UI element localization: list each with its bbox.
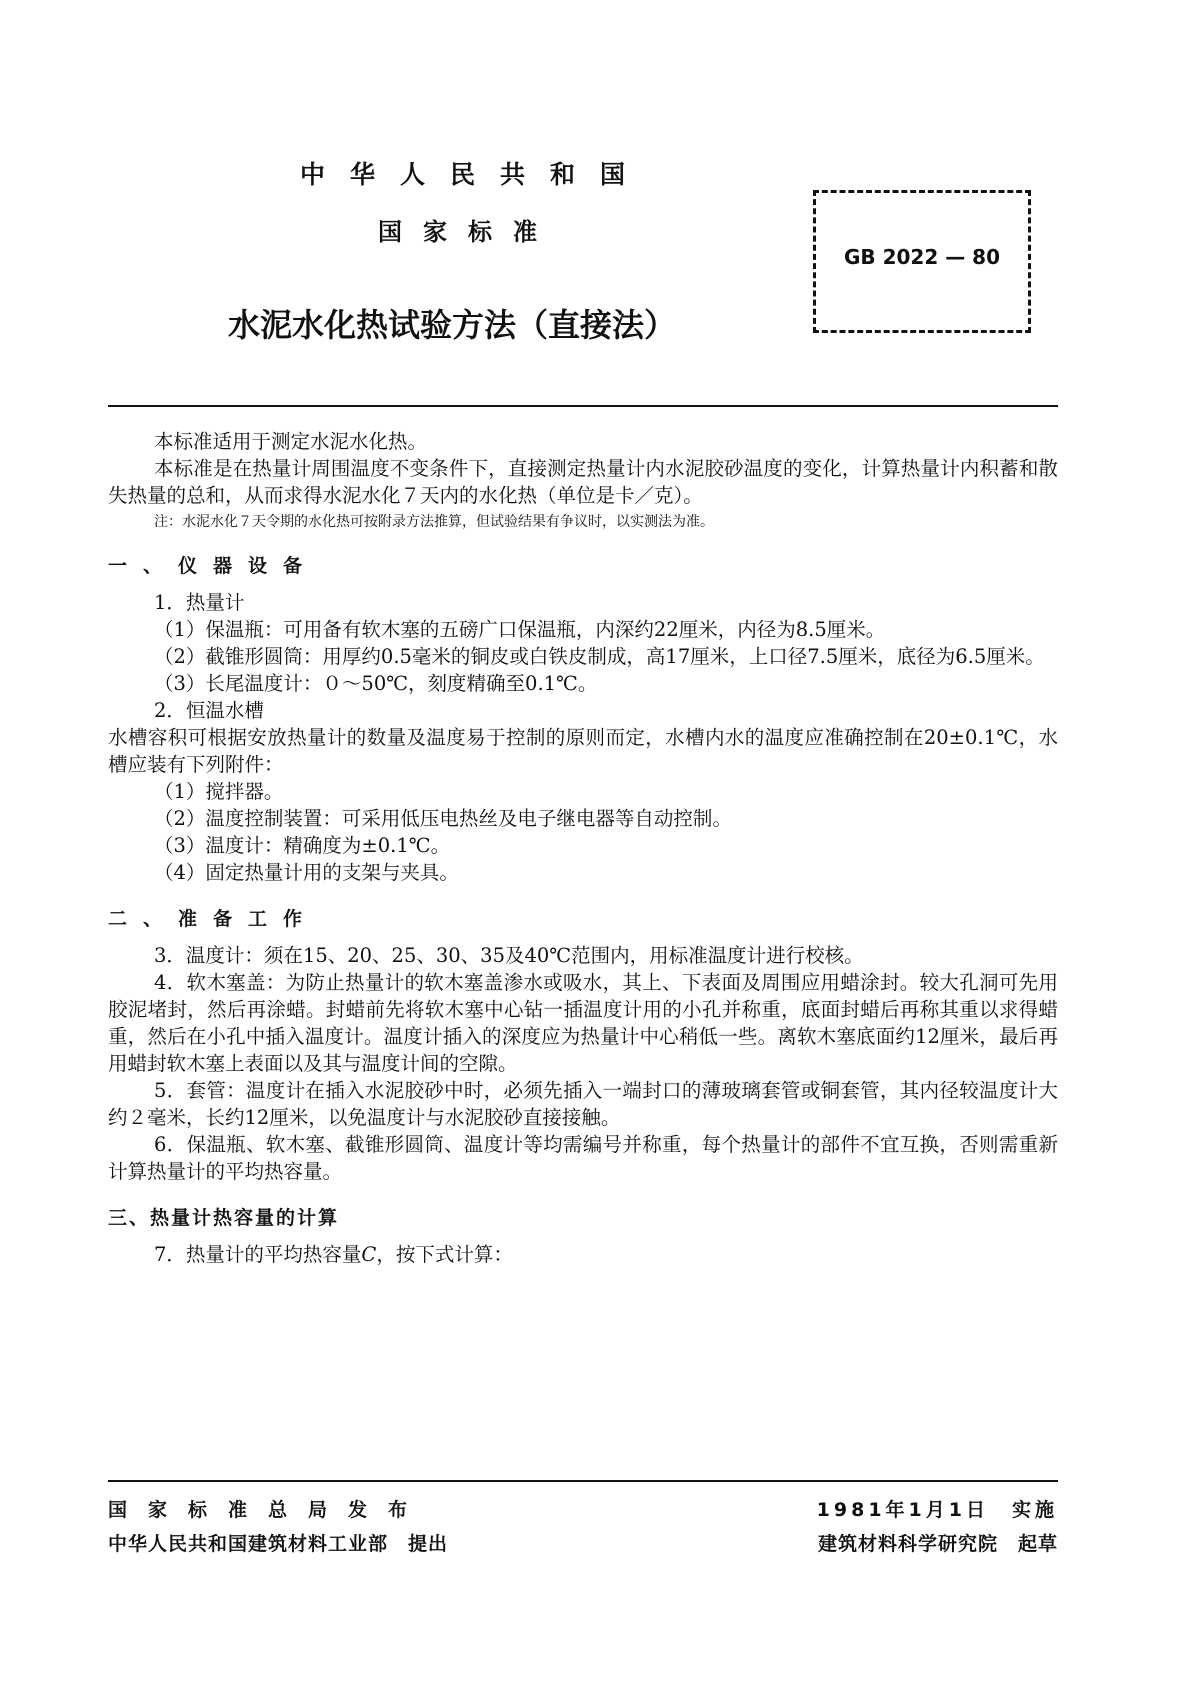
proposed-by: 中华人民共和国建筑材料工业部 提出 <box>108 1533 449 1555</box>
standard-code-box <box>813 190 1031 333</box>
bath-temp-control: （2）温度控制装置：可采用低压电热丝及电子继电器等自动控制。 <box>154 807 732 830</box>
intro-principle: 本标准是在热量计周围温度不变条件下，直接测定热量计内水泥胶砂温度的变化，计算热量计内积蓄和散失热量的总和，从而求得水泥水化７天内的水化热（单位是卡／克）。 <box>108 457 1058 507</box>
item-water-bath: 2．恒温水槽 <box>154 699 264 722</box>
clause-7 <box>108 1241 1058 1268</box>
bath-holder: （4）固定热量计用的支架与夹具。 <box>154 861 459 884</box>
standard-code: GB 2022 — 80 <box>843 245 1001 269</box>
clause-5: 5．套管：温度计在插入水泥胶砂中时，必须先插入一端封口的薄玻璃套管或铜套管，其内径较温度计大约２毫米，长约12厘米，以免温度计与水泥胶砂直接接触。 <box>108 1079 1058 1129</box>
document-body <box>108 428 1058 1268</box>
clause-7-variable: C <box>361 1243 377 1266</box>
intro-scope: 本标准适用于测定水泥水化热。 <box>154 430 428 453</box>
header-rule <box>108 405 1058 407</box>
effective-date: 1981年1月1日 实施 <box>816 1499 1058 1521</box>
water-bath-description: 水槽容积可根据安放热量计的数量及温度易于控制的原则而定，水槽内水的温度应准确控制在20±0.1℃，水槽应装有下列附件： <box>108 726 1058 776</box>
subitem-thermometer: （3）长尾温度计：０～50℃，刻度精确至0.1℃。 <box>154 672 598 695</box>
footer-rule <box>108 1480 1058 1482</box>
clause-3: 3．温度计：须在15、20、25、30、35及40℃范围内，用标准温度计进行校核。 <box>154 944 864 967</box>
clause-6: 6．保温瓶、软木塞、截锥形圆筒、温度计等均需编号并称重，每个热量计的部件不宜互换，否则需重新计算热量计的平均热容量。 <box>108 1133 1058 1183</box>
clause-7-tail: ，按下式计算： <box>376 1243 513 1266</box>
bath-thermometer: （3）温度计：精确度为±0.1℃。 <box>154 834 451 857</box>
drafted-by: 建筑材料科学研究院 起草 <box>817 1533 1058 1555</box>
issued-by: 国家标准总局发布 <box>108 1499 429 1521</box>
bath-stirrer: （1）搅拌器。 <box>154 780 284 803</box>
section-heading-equipment: 一、仪器设备 <box>108 555 319 577</box>
clause-4: 4．软木塞盖：为防止热量计的软木塞盖渗水或吸水，其上、下表面及周围应用蜡涂封。较大孔洞可先用胶泥堵封，然后再涂蜡。封蜡前先将软木塞中心钻一插温度计用的小孔并称重，底面封蜡后再称其重以求得蜡重，然后在小孔中插入温度计。温度计插入的深度应为热量计中心稍低一些。离软木塞底面约12厘米，最后再用蜡封软木塞上表面以及其与温度计间的空隙。 <box>108 971 1058 1075</box>
subitem-cone-cylinder: （2）截锥形圆筒：用厚约0.5毫米的铜皮或白铁皮制成，高17厘米，上口径7.5厘米，底径为6.5厘米。 <box>154 645 1045 668</box>
country-name: 中华人民共和国 <box>300 160 651 189</box>
subitem-thermos: （1）保温瓶：可用备有软木塞的五磅广口保温瓶，内深约22厘米，内径为8.5厘米。 <box>154 618 886 641</box>
item-calorimeter: 1．热量计 <box>154 591 245 614</box>
section-heading-preparation: 二、准备工作 <box>108 908 319 930</box>
section-heading-heat-capacity: 三、热量计热容量的计算 <box>108 1207 340 1229</box>
intro-note: 注：水泥水化７天令期的水化热可按附录方法推算，但试验结果有争议时，以实测法为准。 <box>154 514 714 530</box>
document-title: 水泥水化热试验方法（直接法） <box>228 306 677 344</box>
clause-7-text: 7．热量计的平均热容量 <box>154 1243 362 1266</box>
standard-category: 国家标准 <box>378 218 558 246</box>
